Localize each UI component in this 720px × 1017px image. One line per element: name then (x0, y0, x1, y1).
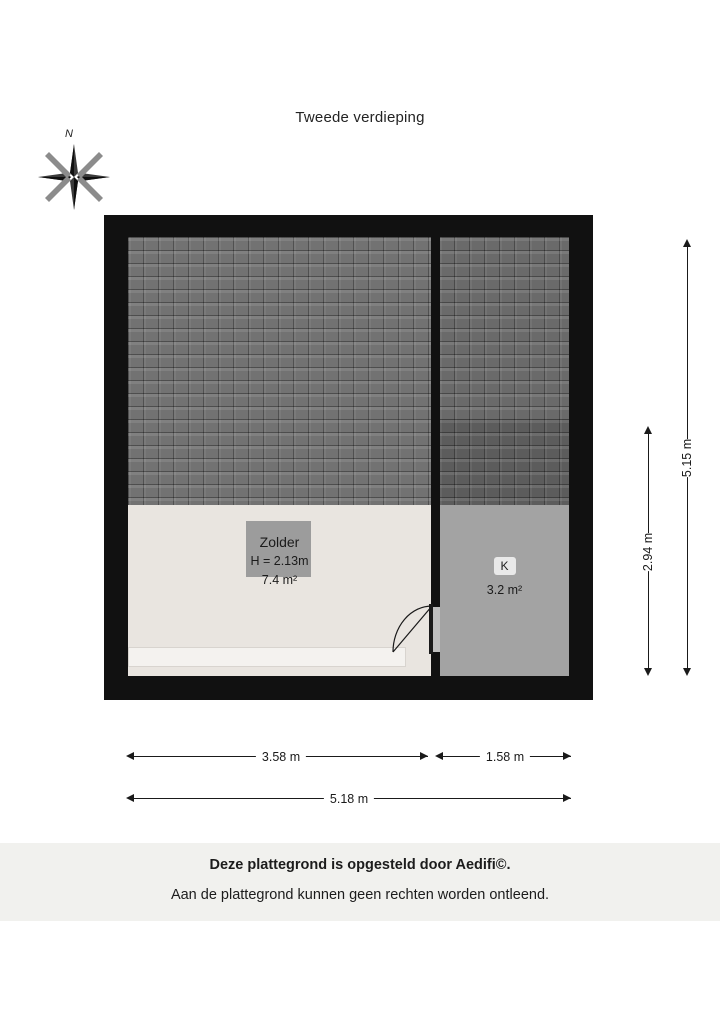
footer-line-1: Deze plattegrond is opgesteld door Aedifi©. (209, 857, 511, 873)
footer-line-2: Aan de plattegrond kunnen geen rechten worden ontleend. (170, 887, 550, 903)
room-k-area: 3.2 m² (486, 583, 523, 597)
knee-wall (128, 647, 406, 667)
room-zolder-height: H = 2.13m (250, 554, 309, 568)
roof-surface-main (128, 237, 435, 505)
room-zolder-area: 7.4 m² (261, 573, 298, 587)
compass-north-label: N (65, 128, 73, 140)
room-zolder-labels (128, 533, 431, 590)
room-zolder-name: Zolder (259, 534, 300, 550)
page-title: Tweede verdieping (295, 109, 425, 126)
roof-surface-right-upper (439, 237, 569, 419)
compass-rose-icon (32, 142, 116, 212)
roof-surface-right-lower (439, 419, 569, 505)
footer-disclaimer (0, 843, 720, 921)
door-swing-icon (391, 604, 433, 654)
floor-plan (104, 215, 593, 700)
plan-interior (128, 237, 569, 676)
room-k-label: K (493, 557, 515, 575)
compass-rose (32, 128, 116, 212)
room-k (440, 505, 569, 676)
